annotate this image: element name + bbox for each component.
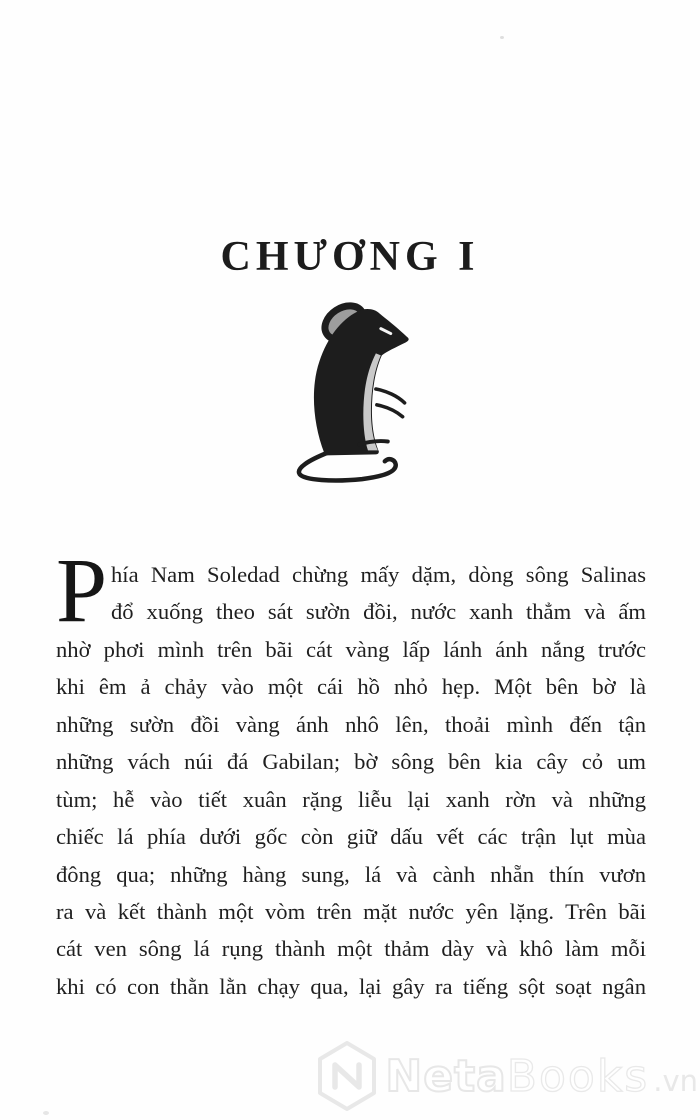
- watermark-brand-bold: Neta: [385, 1050, 507, 1102]
- mouse-icon: [283, 292, 445, 490]
- paragraph-line: đổ xuống theo sát sườn đồi, nước xanh thẳm và ấm: [111, 599, 646, 625]
- mouse-illustration: [283, 292, 445, 490]
- scan-speck: [43, 1111, 49, 1115]
- watermark-domain: .vn: [653, 1063, 698, 1098]
- paragraph-line: đông qua; những hàng sung, lá và cành nhẵn thín vươn: [56, 861, 646, 887]
- paragraph-line: khi êm ả chảy vào một cái hồ nhỏ hẹp. Một bên bờ là: [56, 674, 646, 700]
- paragraph-line: cát ven sông lá rụng thành một thảm dày và khô làm mỗi: [56, 936, 646, 962]
- paragraph-line: những sườn đồi vàng ánh nhô lên, thoải mình đến tận: [56, 711, 646, 737]
- paragraph-line: khi có con thằn lằn chạy qua, lại gây ra tiếng sột soạt ngân: [56, 973, 646, 999]
- drop-cap: P: [56, 539, 108, 641]
- scan-speck: [500, 36, 504, 39]
- mouse-tail: [299, 452, 396, 480]
- paragraph-line: ra và kết thành một vòm trên mặt nước yên lặng. Trên bãi: [56, 898, 646, 924]
- paragraph-line: tùm; hễ vào tiết xuân rặng liễu lại xanh rờn và những: [56, 786, 646, 812]
- paragraph-line: nhờ phơi mình trên bãi cát vàng lấp lánh ánh nắng trước: [56, 636, 646, 662]
- watermark-brand-light: Books: [506, 1050, 650, 1102]
- mouse-front-paw: [376, 389, 405, 403]
- netabooks-watermark: [315, 1040, 698, 1112]
- chapter-title: CHƯƠNG I: [220, 234, 480, 280]
- body-paragraph: [56, 539, 646, 1005]
- paragraph-line: những vách núi đá Gabilan; bờ sông bên kia cây cỏ um: [56, 749, 646, 775]
- netabooks-hexagon-logo-icon: [315, 1040, 379, 1112]
- mouse-front-paw: [377, 405, 403, 417]
- paragraph-line: hía Nam Soledad chừng mấy dặm, dòng sông Salinas: [111, 562, 646, 587]
- netabooks-watermark-text: [385, 1051, 698, 1102]
- paragraph-line: chiếc lá phía dưới gốc còn giữ dấu vết các trận lụt mùa: [56, 824, 646, 850]
